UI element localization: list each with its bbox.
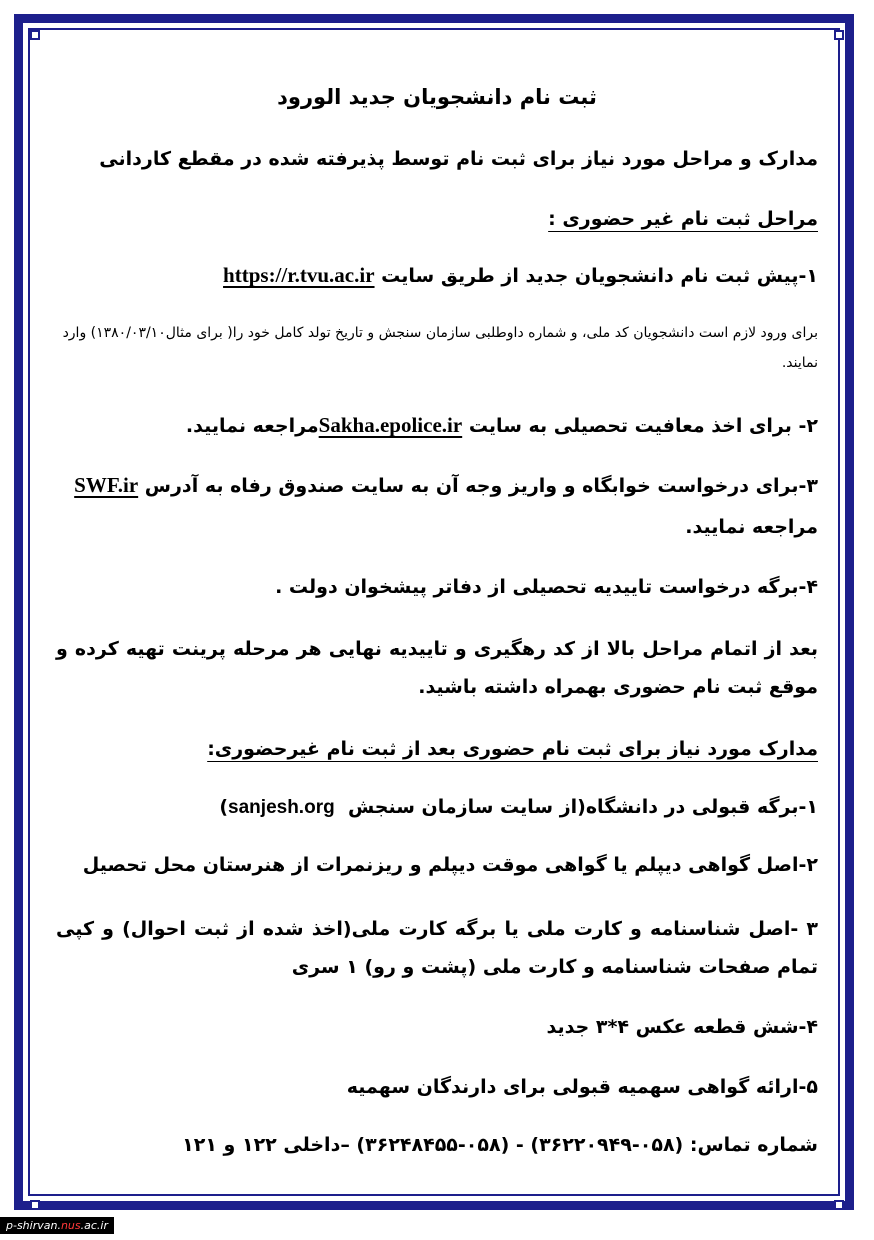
site-watermark: [0, 1217, 114, 1234]
inperson-item-2: ۲-اصل گواهی دیپلم یا گواهی موقت دیپلم و ریزنمرات از هنرستان محل تحصیل: [82, 854, 818, 876]
step2-text: ۲- برای اخذ معافیت تحصیلی به سایت: [468, 415, 818, 437]
online-heading: [56, 206, 818, 232]
online-step-2: [56, 412, 818, 439]
sanjesh-link[interactable]: sanjesh.org: [228, 797, 335, 818]
step3-cont: مراجعه نمایید.: [685, 516, 818, 538]
online-step-1: [56, 262, 818, 289]
corner-ornament: [30, 30, 40, 40]
watermark-suffix: .ac.ir: [80, 1219, 109, 1232]
step2-text-after: مراجعه نمایید.: [185, 415, 319, 437]
inperson-item-3: ۳ -اصل شناسنامه و کارت ملی یا برگه کارت ملی(اخذ شده از ثبت احوال) و کپی تمام صفحات شناسنامه و کارت ملی (پشت و رو) ۱ سری: [56, 918, 818, 978]
inperson-item-1: ۱-برگه قبولی در دانشگاه(از سایت سازمان سنجش sanjesh.org): [219, 796, 818, 818]
corner-ornament: [30, 1200, 40, 1210]
inperson-heading: [56, 736, 818, 762]
step3-text: ۳-برای درخواست خوابگاه و واریز وجه آن به سایت صندوق رفاه به آدرس: [144, 475, 818, 497]
tvu-link[interactable]: https://r.tvu.ac.ir: [223, 263, 375, 287]
corner-ornament: [834, 1200, 844, 1210]
step1-note: برای ورود لازم است دانشجویان کد ملی، و شماره داوطلبی سازمان سنجش و تاریخ تولد کامل خود را( برای مثال۱۳۸۰/۰۳/۱۰) وارد نمایند.: [62, 325, 818, 371]
watermark-prefix: p-shirvan.: [6, 1219, 61, 1232]
online-heading-text: مراحل ثبت نام غیر حضوری :: [548, 208, 818, 230]
online-step-3: [56, 472, 818, 499]
epolice-link[interactable]: Sakha.epolice.ir: [318, 413, 463, 437]
watermark-red: nus: [60, 1219, 81, 1232]
online-step-4: ۴-برگه درخواست تاییدیه تحصیلی از دفاتر پیشخوان دولت .: [275, 576, 818, 598]
inperson-heading-text: مدارک مورد نیاز برای ثبت نام حضوری بعد از ثبت نام غیرحضوری:: [207, 738, 818, 760]
after-note: بعد از اتمام مراحل بالا از کد رهگیری و تاییدیه نهایی هر مرحله پرینت تهیه کرده و موقع ثبت نام حضوری بهمراه داشته باشید.: [56, 638, 818, 698]
swf-link[interactable]: SWF.ir: [74, 473, 139, 497]
corner-ornament: [834, 30, 844, 40]
inperson-item-5: ۵-ارائه گواهی سهمیه قبولی برای دارندگان سهمیه: [346, 1076, 818, 1098]
page-title: ثبت نام دانشجویان جدید الورود: [277, 85, 597, 109]
intro-text: مدارک و مراحل مورد نیاز برای ثبت نام توسط پذیرفته شده در مقطع کاردانی: [99, 148, 818, 170]
item1-text: ۱-برگه قبولی در دانشگاه(از سایت سازمان سنجش: [347, 796, 818, 818]
inperson-item-4: ۴-شش قطعه عکس ۴*۳ جدید: [546, 1016, 818, 1038]
contact-info: شماره تماس: (۰۵۸-۳۶۲۲۰۹۴۹) - (۰۵۸-۳۶۲۴۸۴۵۵) –داخلی ۱۲۲ و ۱۲۱: [182, 1134, 818, 1156]
step1-text: ۱-پیش ثبت نام دانشجویان جدید از طریق سایت: [381, 265, 818, 287]
